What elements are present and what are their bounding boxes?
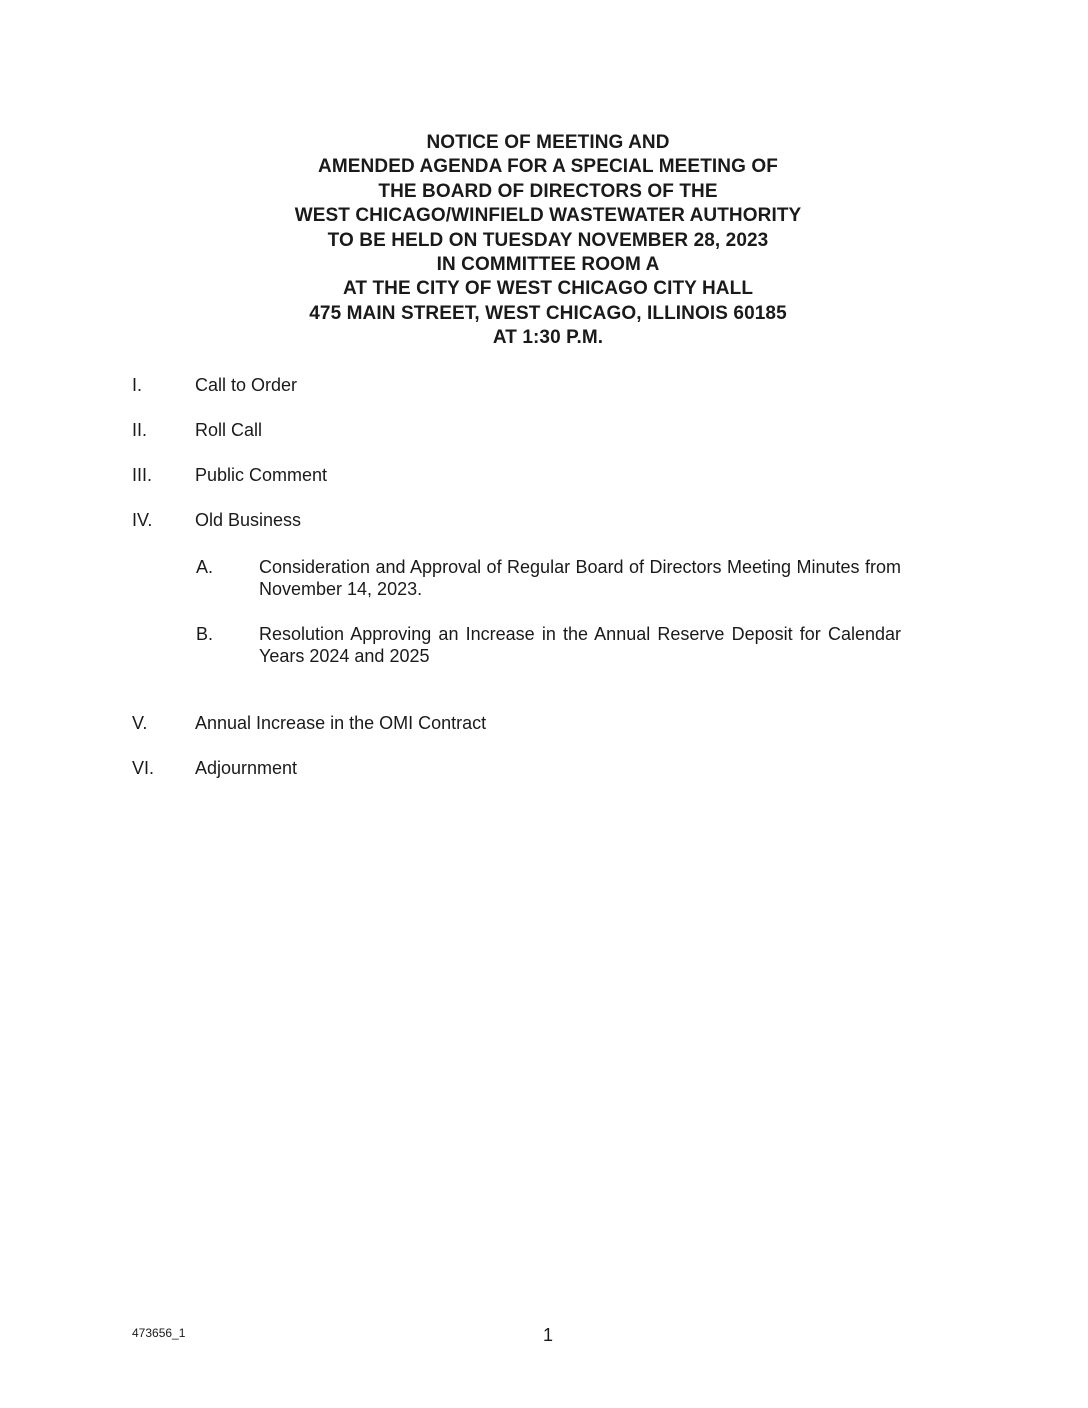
agenda-numeral: IV. xyxy=(132,510,153,530)
agenda-label: Call to Order xyxy=(195,375,298,395)
header-line: 475 MAIN STREET, WEST CHICAGO, ILLINOIS 60185 xyxy=(309,302,787,324)
subitem-letter: A. xyxy=(196,557,214,577)
agenda-numeral: III. xyxy=(132,465,153,485)
agenda-label: Public Comment xyxy=(195,465,328,485)
agenda-label: Old Business xyxy=(195,510,302,530)
header-line: THE BOARD OF DIRECTORS OF THE xyxy=(378,180,718,202)
header-line: WEST CHICAGO/WINFIELD WASTEWATER AUTHORITY xyxy=(294,205,802,227)
agenda-numeral: V. xyxy=(132,713,148,733)
meeting-notice-header xyxy=(200,131,896,351)
page-number: 1 xyxy=(542,1325,553,1345)
header-line: AT THE CITY OF WEST CHICAGO CITY HALL xyxy=(342,278,754,300)
agenda-numeral: I. xyxy=(132,375,143,395)
agenda-numeral: II. xyxy=(132,420,148,440)
header-line: IN COMMITTEE ROOM A xyxy=(436,254,660,276)
agenda-numeral: VI. xyxy=(132,758,155,778)
agenda-label: Annual Increase in the OMI Contract xyxy=(195,713,487,733)
agenda-label: Adjournment xyxy=(195,758,298,778)
agenda-label: Roll Call xyxy=(195,420,263,440)
header-line: AT 1:30 P.M. xyxy=(492,327,604,349)
subitem-text: Resolution Approving an Increase in the Annual Reserve Deposit for Calendar Years 2024 and 2025 xyxy=(259,624,901,666)
header-line: NOTICE OF MEETING AND xyxy=(426,132,670,153)
header-line: TO BE HELD ON TUESDAY NOVEMBER 28, 2023 xyxy=(327,229,769,251)
document-id: 473656_1 xyxy=(132,1326,186,1340)
subitem-text: Consideration and Approval of Regular Board of Directors Meeting Minutes from November 14, 2023. xyxy=(259,557,901,599)
header-line: AMENDED AGENDA FOR A SPECIAL MEETING OF xyxy=(318,156,778,178)
subitem-letter: B. xyxy=(196,624,214,644)
